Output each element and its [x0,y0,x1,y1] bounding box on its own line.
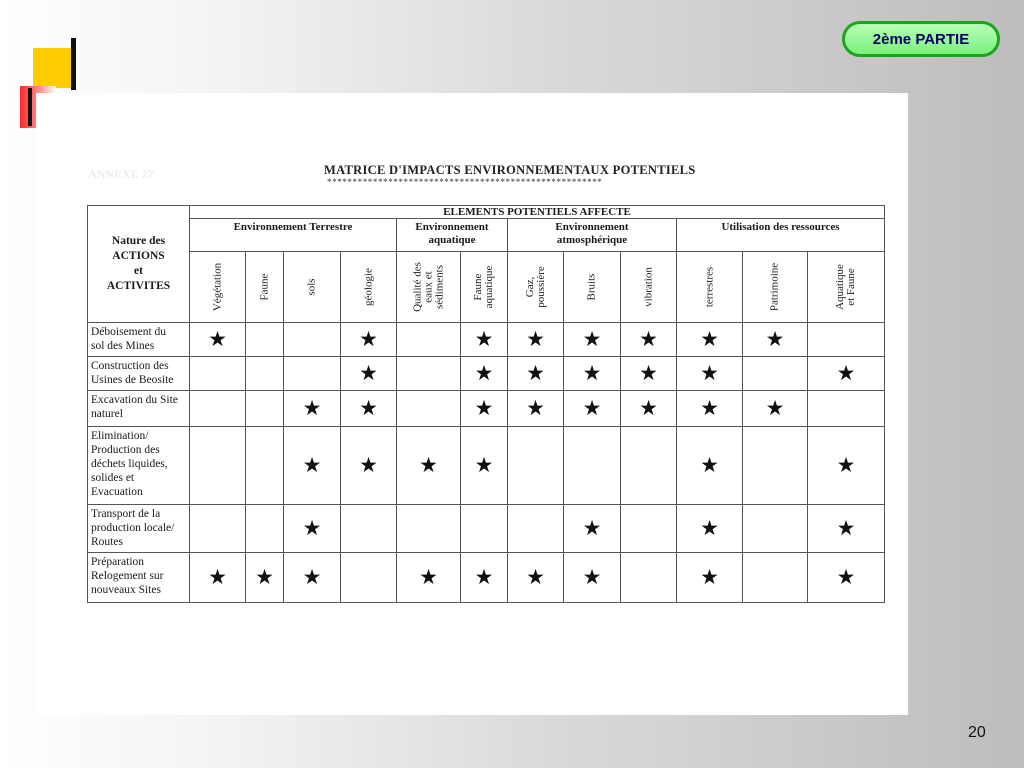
document-title: MATRICE D'IMPACTS ENVIRONNEMENTAUX POTENTIELS [324,163,696,177]
matrix-cell [284,427,341,505]
star-icon: ★ [700,361,719,385]
column-header [743,252,808,323]
matrix-cell [508,553,564,603]
matrix-cell [677,553,743,603]
page-number: 20 [968,724,986,741]
column-header-label: Aquatique et Faune [834,264,858,310]
matrix-cell [743,323,808,357]
star-icon: ★ [359,327,378,351]
matrix-cell [808,391,885,427]
matrix-cell [397,505,461,553]
column-header [341,252,397,323]
star-icon: ★ [700,453,719,477]
star-icon: ★ [474,327,494,351]
star-icon: ★ [836,516,856,540]
matrix-cell [808,505,885,553]
matrix-cell [564,357,621,391]
matrix-cell [743,391,808,427]
matrix-cell [341,427,397,505]
matrix-cell [190,323,246,357]
star-icon: ★ [526,565,545,589]
star-icon: ★ [700,565,719,589]
column-header [564,252,621,323]
star-icon: ★ [359,361,378,385]
table-row [88,391,885,427]
matrix-cell [190,427,246,505]
action-label: Excavation du Site naturel [88,391,190,427]
column-header-label: vibration [642,267,654,307]
action-label: Elimination/ Production des déchets liquides, solides et Evacuation [88,427,190,505]
column-header-label: Faune [258,273,270,301]
matrix-cell [621,553,677,603]
star-icon: ★ [419,453,438,477]
matrix-cell [564,391,621,427]
table-row [88,357,885,391]
table-row [88,505,885,553]
star-icon: ★ [302,516,322,540]
matrix-cell [461,391,508,427]
star-icon: ★ [836,361,856,385]
star-icon: ★ [208,327,227,351]
matrix-cell [621,323,677,357]
action-label: Préparation Relogement sur nouveaux Sites [88,553,190,603]
matrix-cell [461,427,508,505]
matrix-cell [677,505,743,553]
star-icon: ★ [765,327,785,351]
matrix-cell [461,553,508,603]
star-icon: ★ [582,361,602,385]
star-icon: ★ [700,327,719,351]
column-header [677,252,743,323]
star-icon: ★ [700,396,719,420]
impact-matrix-table [87,205,885,603]
star-icon: ★ [700,516,719,540]
matrix-cell [246,391,284,427]
matrix-cell [246,357,284,391]
star-icon: ★ [582,396,602,420]
group-header: Environnement atmosphérique [508,219,677,252]
column-header [284,252,341,323]
matrix-cell [564,323,621,357]
matrix-cell [341,505,397,553]
column-header [461,252,508,323]
table-row [88,323,885,357]
star-icon: ★ [582,516,602,540]
scanned-document [36,93,908,715]
matrix-cell [743,553,808,603]
matrix-cell [246,427,284,505]
matrix-cell [508,391,564,427]
matrix-cell [246,505,284,553]
matrix-cell [564,427,621,505]
decorative-black-bar-small [28,88,32,126]
matrix-cell [284,357,341,391]
star-icon: ★ [639,327,658,351]
matrix-cell [341,323,397,357]
elements-affected-header: ELEMENTS POTENTIELS AFFECTE [190,206,885,219]
matrix-cell [190,505,246,553]
matrix-cell [284,391,341,427]
star-icon: ★ [474,565,494,589]
matrix-cell [621,391,677,427]
decorative-black-bar [71,38,76,90]
column-header-label: sols [305,278,318,296]
column-header [246,252,284,323]
action-label: Transport de la production locale/ Routes [88,505,190,553]
matrix-cell [743,427,808,505]
star-icon: ★ [639,396,658,420]
star-icon: ★ [836,565,856,589]
matrix-cell [677,357,743,391]
star-icon: ★ [359,396,378,420]
column-header [190,252,246,323]
star-icon: ★ [765,396,785,420]
group-header: Environnement Terrestre [190,219,397,252]
matrix-cell [461,357,508,391]
star-icon: ★ [639,361,658,385]
star-icon: ★ [474,396,494,420]
matrix-cell [397,553,461,603]
matrix-cell [808,553,885,603]
star-icon: ★ [582,565,602,589]
star-icon: ★ [474,453,494,477]
matrix-cell [743,505,808,553]
matrix-cell [246,553,284,603]
matrix-cell [808,427,885,505]
matrix-cell [190,357,246,391]
matrix-cell [190,553,246,603]
column-header-label: Patrimoine [768,262,781,312]
star-icon: ★ [255,565,274,589]
star-icon: ★ [836,453,856,477]
star-icon: ★ [302,565,322,589]
matrix-cell [341,391,397,427]
column-header-label: géologie [362,268,374,306]
star-icon: ★ [302,396,322,420]
column-header-label: terrestres [703,266,715,308]
matrix-cell [190,391,246,427]
matrix-cell [808,357,885,391]
action-label: Construction des Usines de Beosite [88,357,190,391]
matrix-cell [621,357,677,391]
star-icon: ★ [526,396,545,420]
matrix-cell [397,323,461,357]
star-icon: ★ [474,361,494,385]
section-badge: 2ème PARTIE [842,21,1000,57]
nature-actions-header: Nature des ACTIONS et ACTIVITES [88,206,190,323]
action-label: Déboisement du sol des Mines [88,323,190,357]
matrix-cell [341,357,397,391]
column-header-label: Gaz, poussière [523,266,547,308]
table-row [88,553,885,603]
table-row [88,427,885,505]
star-icon: ★ [582,327,602,351]
matrix-cell [508,323,564,357]
matrix-cell [508,427,564,505]
matrix-cell [564,505,621,553]
matrix-cell [621,505,677,553]
matrix-cell [284,323,341,357]
matrix-cell [341,553,397,603]
matrix-cell [508,357,564,391]
star-icon: ★ [526,361,545,385]
matrix-cell [397,427,461,505]
column-header [397,252,461,323]
matrix-cell [246,323,284,357]
matrix-cell [508,505,564,553]
matrix-cell [808,323,885,357]
matrix-cell [461,505,508,553]
matrix-cell [677,391,743,427]
matrix-cell [677,323,743,357]
column-header-label: Faune aquatique [472,265,495,309]
matrix-cell [621,427,677,505]
group-header: Utilisation des ressources [677,219,885,252]
matrix-cell [677,427,743,505]
star-icon: ★ [526,327,545,351]
matrix-cell [397,357,461,391]
group-header: Environnement aquatique [397,219,508,252]
decorative-yellow-square [33,48,73,88]
matrix-cell [397,391,461,427]
star-icon: ★ [208,565,227,589]
title-underline: ****************************************************** [327,177,603,187]
matrix-cell [284,505,341,553]
star-icon: ★ [359,453,378,477]
column-header-label: Qualité des eaux et sédiments [411,262,445,312]
matrix-cell [284,553,341,603]
column-header [508,252,564,323]
star-icon: ★ [302,453,322,477]
column-header-label: Végétation [211,262,223,312]
matrix-cell [743,357,808,391]
matrix-cell [564,553,621,603]
column-header [808,252,885,323]
faint-annex-label: ANNEXE 27 [88,167,154,181]
matrix-cell [461,323,508,357]
column-header-label: Bruits [585,273,598,301]
star-icon: ★ [419,565,438,589]
column-header [621,252,677,323]
